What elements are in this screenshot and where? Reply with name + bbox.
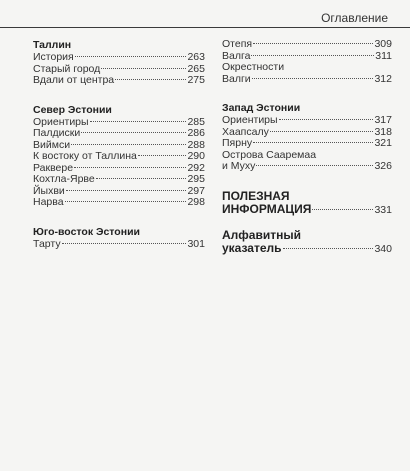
dot-leader <box>115 79 186 80</box>
entry-page: 340 <box>374 242 392 255</box>
toc-entry-multiline[interactable] <box>222 150 392 173</box>
section-title: Запад Эстонии <box>222 102 301 114</box>
dot-leader <box>256 165 373 166</box>
entry-page: 318 <box>374 125 392 138</box>
toc-entry[interactable] <box>33 174 205 186</box>
entry-page: 292 <box>187 161 205 174</box>
entry-label: Раквере <box>33 161 74 174</box>
toc-entry[interactable] <box>222 39 392 51</box>
entry-label: История <box>33 51 74 63</box>
section-title: Север Эстонии <box>33 103 112 116</box>
entry-label-line2: Валги <box>222 72 251 85</box>
toc-entry-index[interactable] <box>222 229 392 256</box>
dot-leader <box>75 56 187 57</box>
dot-leader <box>251 55 374 56</box>
entry-label: Отепя <box>222 38 253 50</box>
left-column <box>33 39 205 267</box>
entry-page: 311 <box>375 49 392 62</box>
right-column <box>222 39 392 268</box>
entry-page: 275 <box>187 74 205 86</box>
entry-label: Кохтла-Ярве <box>33 173 95 185</box>
entry-page: 288 <box>187 138 205 151</box>
entry-label-line1: Алфавитный <box>222 227 301 242</box>
entry-page: 298 <box>187 196 205 208</box>
entry-label: Ориентиры <box>222 114 278 126</box>
entry-label-line2: ИНФОРМАЦИЯ <box>222 201 312 216</box>
toc-entry[interactable] <box>33 75 205 87</box>
entry-label: Валга <box>222 49 251 62</box>
toc-section-west <box>222 102 392 173</box>
dot-leader <box>283 248 374 249</box>
entry-label-line1: Острова Сааремаа <box>222 148 317 161</box>
entry-label-line2: и Муху <box>222 160 256 172</box>
entry-label: Виймси <box>33 138 71 151</box>
toc-entry[interactable] <box>33 239 205 251</box>
toc-entry-useful-info[interactable] <box>222 190 392 217</box>
entry-page: 290 <box>187 150 205 162</box>
dot-leader <box>312 209 373 210</box>
toc-section-tallinn <box>33 39 205 87</box>
dot-leader <box>252 78 374 79</box>
entry-page: 317 <box>374 114 392 126</box>
entry-page: 297 <box>187 184 205 197</box>
toc-entry-multiline[interactable] <box>222 62 392 85</box>
entry-page: 301 <box>187 237 205 250</box>
entry-label: Пярну <box>222 137 253 149</box>
entry-page: 309 <box>374 38 392 50</box>
entry-page: 286 <box>187 127 205 139</box>
section-title: Юго-восток Эстонии <box>33 225 140 238</box>
dot-leader <box>270 131 374 132</box>
dot-leader <box>279 119 374 120</box>
dot-leader <box>62 243 187 244</box>
entry-label: Тарту <box>33 237 61 250</box>
dot-leader <box>253 142 373 143</box>
page-title: Оглавление <box>321 11 388 25</box>
toc-section-southeast-cont <box>222 39 392 85</box>
entry-label: Йыхви <box>33 184 65 197</box>
entry-label: Палдиски <box>33 127 81 139</box>
dot-leader <box>74 167 186 168</box>
toc-entry[interactable] <box>222 115 392 127</box>
entry-label: Старый город <box>33 62 101 75</box>
dot-leader <box>81 132 186 133</box>
entry-page: 265 <box>187 62 205 75</box>
entry-label: Хаапсалу <box>222 125 269 138</box>
entry-page: 321 <box>374 137 392 149</box>
entry-label-line2: указатель <box>222 240 282 255</box>
dot-leader <box>138 155 187 156</box>
entry-label: Нарва <box>33 196 64 208</box>
toc-section-southeast <box>33 226 205 251</box>
dot-leader <box>101 68 186 69</box>
header-rule <box>0 27 410 28</box>
dot-leader <box>65 201 187 202</box>
entry-label-line1: Окрестности <box>222 61 285 73</box>
dot-leader <box>66 190 187 191</box>
toc-entry[interactable] <box>33 52 205 64</box>
entry-page: 331 <box>374 203 392 216</box>
dot-leader <box>90 121 187 122</box>
toc-entry[interactable] <box>33 151 205 163</box>
entry-label-line1: ПОЛЕЗНАЯ <box>222 188 290 203</box>
entry-label: Ориентиры <box>33 115 89 128</box>
section-title: Таллин <box>33 39 72 51</box>
toc-entry[interactable] <box>33 128 205 140</box>
toc-entry[interactable] <box>222 138 392 150</box>
entry-label: Вдали от центра <box>33 74 115 86</box>
entry-page: 295 <box>187 173 205 185</box>
toc-section-north <box>33 104 205 209</box>
dot-leader <box>71 144 186 145</box>
dot-leader <box>253 43 373 44</box>
entry-label: К востоку от Таллина <box>33 150 137 162</box>
toc-entry[interactable] <box>33 197 205 209</box>
entry-page: 312 <box>374 72 392 85</box>
entry-page: 285 <box>187 115 205 128</box>
entry-page: 263 <box>187 51 205 63</box>
entry-page: 326 <box>374 160 392 172</box>
dot-leader <box>96 178 187 179</box>
